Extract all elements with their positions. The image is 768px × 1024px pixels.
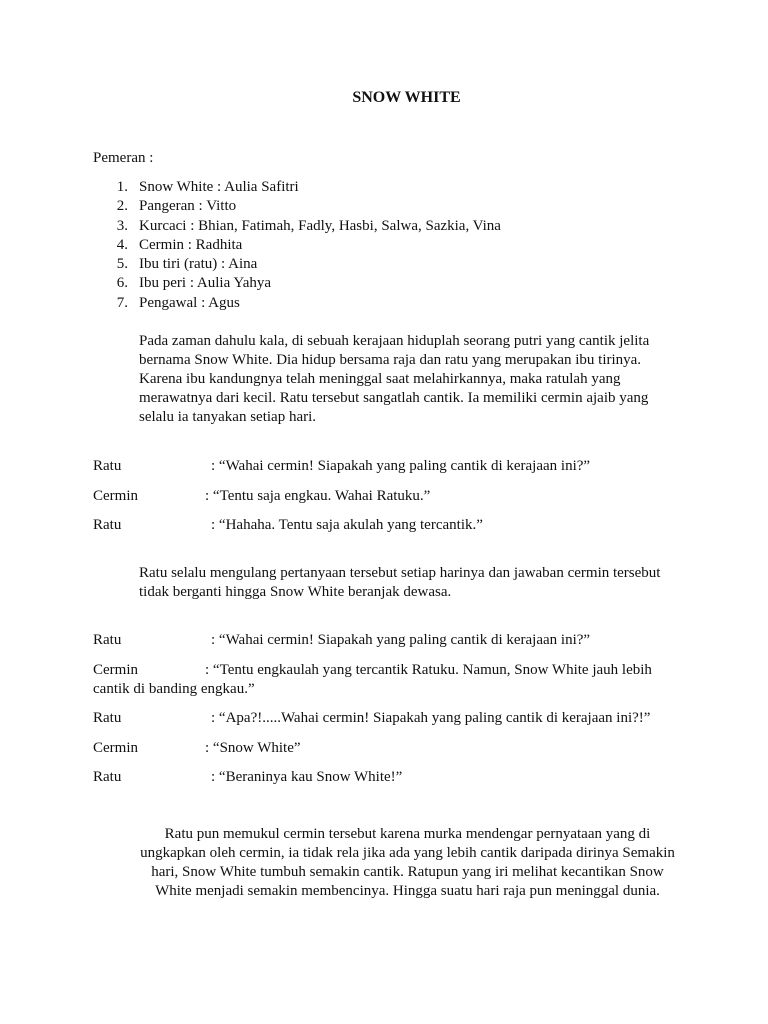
cast-item-text: Kurcaci : Bhian, Fatimah, Fadly, Hasbi, Salwa, Sazkia, Vina	[139, 217, 501, 234]
dialogue-text: : “Wahai cermin! Siapakah yang paling cantik di kerajaan ini?”	[211, 458, 591, 474]
cast-item-number: 3.	[116, 217, 128, 234]
cast-item-text: Pengawal : Agus	[139, 294, 240, 311]
dialogue-speaker: Ratu	[93, 769, 122, 785]
dialogue-text: : “Apa?!.....Wahai cermin! Siapakah yang paling cantik di kerajaan ini?!”	[211, 710, 651, 726]
cast-item-number: 7.	[116, 294, 128, 311]
dialogue-speaker: Ratu	[93, 710, 122, 726]
dialogue-line	[93, 457, 673, 476]
cast-item-number: 1.	[116, 179, 128, 195]
dialogue-text: : “Wahai cermin! Siapakah yang paling cantik di kerajaan ini?”	[211, 632, 591, 648]
cast-item-text: Snow White : Aulia Safitri	[139, 179, 299, 195]
cast-item-text: Ibu tiri (ratu) : Aina	[139, 256, 258, 273]
cast-item-number: 6.	[116, 275, 128, 292]
narration-paragraph: Ratu selalu mengulang pertanyaan tersebut setiap harinya dan jawaban cermin tersebut tidak berganti hingga Snow White beranjak dewasa.	[139, 565, 661, 600]
narration-paragraph: Pada zaman dahulu kala, di sebuah kerajaan hiduplah seorang putri yang cantik jelita bernama Snow White. Dia hidup bersama raja dan ratu yang merupakan ibu tirinya. Karena ibu kandungnya telah meninggal saat melahirkannya, maka ratulah yang merawatnya dari kecil. Ratu tersebut sangatlah cantik. Ia memiliki cermin ajaib yang selalu ia tanyakan setiap hari.	[139, 333, 650, 425]
narration-paragraph: Ratu pun memukul cermin tersebut karena murka mendengar pernyataan yang di ungkapkan oleh cermin, ia tidak rela jika ada yang lebih cantik daripada dirinya Semakin hari, Snow White tumbuh semakin cantik. Ratupun yang iri melihat kecantikan Snow White menjadi semakin membencinya. Hingga suatu hari raja pun meninggal dunia.	[140, 826, 675, 899]
dialogue-speaker: Cermin	[93, 488, 138, 504]
cast-item-text: Cermin : Radhita	[139, 236, 243, 253]
dialogue-line	[93, 661, 673, 699]
dialogue-line	[93, 768, 673, 787]
dialogue-line	[93, 487, 673, 506]
dialogue-text: : “Tentu engkaulah yang tercantik Ratuku. Namun, Snow White jauh lebih cantik di banding engkau.”	[93, 662, 652, 697]
dialogue-line	[93, 709, 673, 728]
dialogue-line	[93, 739, 673, 758]
document-title: SNOW WHITE	[352, 89, 461, 106]
dialogue-line	[93, 516, 673, 535]
cast-label: Pemeran :	[93, 150, 154, 166]
dialogue-text: : “Tentu saja engkau. Wahai Ratuku.”	[205, 488, 431, 504]
dialogue-text: : “Hahaha. Tentu saja akulah yang tercantik.”	[211, 517, 483, 533]
dialogue-speaker: Ratu	[93, 517, 122, 533]
cast-item-text: Pangeran : Vitto	[139, 198, 237, 215]
dialogue-line	[93, 631, 673, 650]
dialogue-speaker: Cermin	[93, 740, 138, 756]
dialogue-text: : “Beraninya kau Snow White!”	[211, 769, 403, 785]
dialogue-speaker: Cermin	[93, 662, 138, 678]
dialogue-speaker: Ratu	[93, 632, 122, 648]
cast-item-number: 4.	[116, 236, 128, 253]
dialogue-speaker: Ratu	[93, 458, 122, 474]
cast-item-number: 2.	[116, 198, 128, 215]
cast-item-text: Ibu peri : Aulia Yahya	[139, 275, 272, 292]
dialogue-text: : “Snow White”	[205, 740, 301, 756]
cast-item-number: 5.	[116, 256, 128, 273]
